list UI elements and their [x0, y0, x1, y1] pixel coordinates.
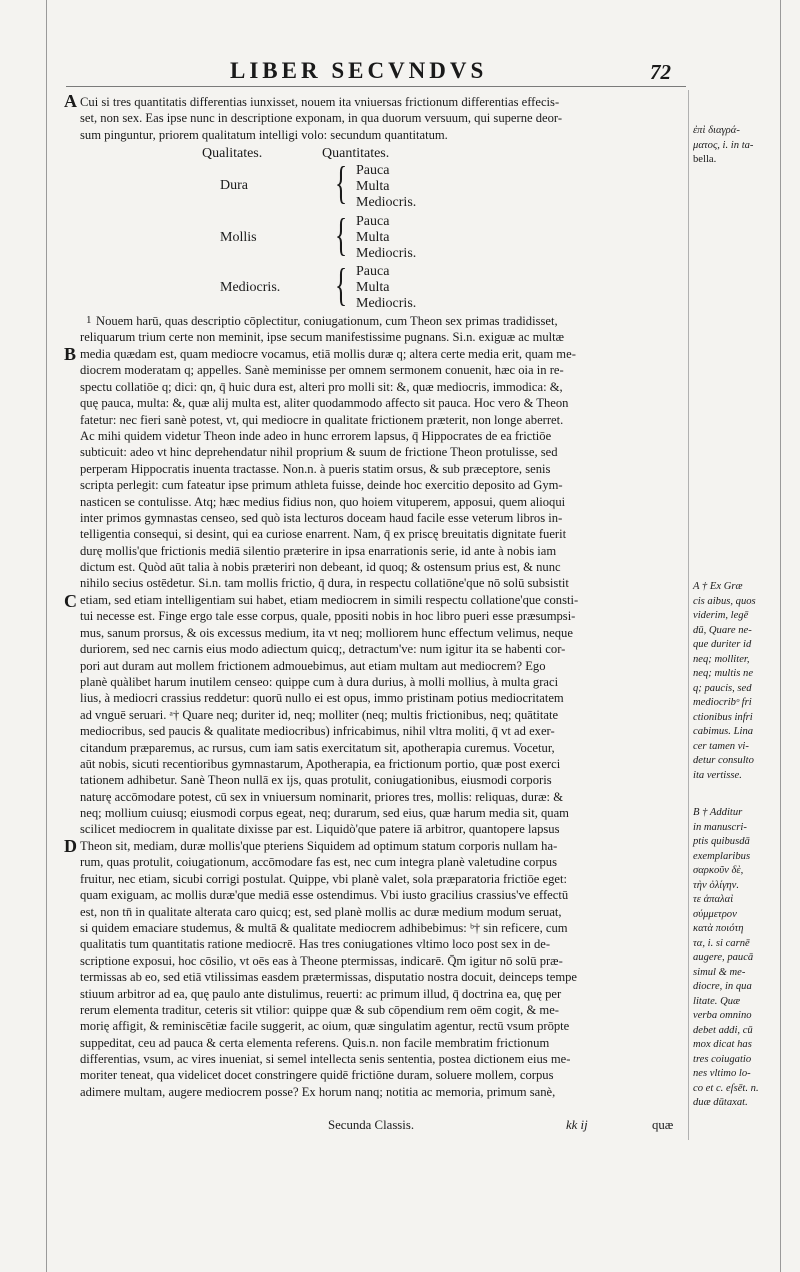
text-line: est, non tn̄ in qualitate alterata caro quicq; est, sed planè mollis ac duræ medium modum seruat, [80, 904, 562, 919]
note-line: detur consulto [693, 755, 754, 766]
quality-label: Mediocris. [220, 280, 281, 295]
note-line: tres coiugatio [693, 1053, 752, 1065]
paragraph-c [80, 592, 684, 838]
text-line: pori aut duram aut mollem frictionem admouebimus, aut etiam multam aut mediocrem? Ego [80, 658, 546, 673]
quantities-header: Quantitates. [322, 146, 390, 161]
note-line: cer tamen vi- [693, 740, 749, 752]
text-line: Theon sit, mediam, duræ mollis'que pteriens Siquidem ad optimum statum corporis nullam ha- [80, 839, 558, 853]
text-line: reliquarum trium certe non meminit, ipse secum manifestissime pugnans. Si.n. exiguæ ac multæ [80, 330, 565, 345]
text-line: rerum elementa traditur, ceteris sit vtilior: quippe quæ & sub cōpendium rem oēm cogit, & me- [80, 1002, 559, 1017]
quantity-label: Multa [356, 179, 390, 194]
signature-line: Secunda Classis. [328, 1118, 415, 1132]
note-line: τε ἁπαλαὶ [693, 894, 734, 905]
note-line: A † Ex Græ [693, 581, 743, 592]
note-line: σύμμετρον [693, 908, 737, 920]
quantity-label: Multa [356, 280, 390, 295]
note-line: dū, Quare ne- [693, 624, 752, 636]
text-line: differentias, vsum, ac vires inueniat, si semel intellecta senis sententia, postea dictionem eius me- [80, 1052, 571, 1067]
text-line: quę pauca, multa: &, quæ alij multa est, aliter quodammodo affecto sit pauca. Hoc vero & Theon [80, 396, 569, 411]
text-line: ad vnguē seruari. ᵃ† Quare neq; duriter id, neq; molliter (neq; multis frictionibus, neq; quātitate [80, 707, 559, 722]
text-line: naturę accōmodare potest, cū sex in vniuersum nominarit, priores tres, mollis: reliquas, duræ: & [80, 789, 563, 804]
text-line: lius, à mediocri crassius reddetur: quorū nullo ei est opus, immo pristinam potius mediocritatem [80, 691, 564, 706]
text-line: telligentia consequi, si desint, qui ea curiose enarrent. Nam, q̄ ex priscę breuitatis dignitate fuerit [80, 527, 567, 542]
text-line: rum, quas protulit, coiugationum, accōmodare fas est, nec cum integra planè valetudine corpus [80, 855, 558, 870]
quantity-label: Mediocris. [356, 296, 417, 311]
note-line: viderim, legē [693, 610, 749, 621]
text-line: durę mollis'que frictionis mediā silentio præterire in ipsa enarrationis serie, id ante à nobis iam [80, 543, 557, 558]
text-line: Nouem harū, quas descriptio cōplectitur, coniugationum, cum Theon sex primas tradidisset, [96, 314, 558, 328]
note-line: exemplaribus [693, 850, 751, 862]
note-line: q; paucis, sed [693, 682, 752, 694]
paragraph-d [80, 838, 684, 1100]
text-line: duriorem, sed nec carnis eius modo adiectum quicq;, detractum've: num igitur ita se habenti cor- [80, 642, 566, 657]
right-rule [780, 0, 781, 1272]
section-marker-d: D [64, 836, 77, 856]
text-line: neq; mollium cuiusq; eiusmodi corpus egeat, neq; durarum, sed eius, quæ harum media sit, quam [80, 806, 569, 821]
text-line: scilicet mediocrem in qualitate dixisse par est. Liquidò'que patere iā arbitror, quantopere lapsus [80, 822, 560, 837]
text-line: scripta perlegit: cum fateatur ipse primum athleta fuisse, deinde hoc exercitio deposito ad Gym- [80, 478, 563, 493]
quantity-label: Mediocris. [356, 195, 417, 210]
note-line: ματος, i. in ta- [693, 139, 754, 151]
left-rule [46, 0, 47, 1272]
quality-label: Mollis [220, 230, 257, 245]
text-line: spectu collatiōe q; dici: qn, q̄ huic dura est, alteri pro molli sit: &, quæ mediocris, immodica: &, [80, 379, 563, 394]
margin-note-a [693, 580, 773, 783]
text-line: Ac mihi quidem videtur Theon inde adeo in hunc errorem lapsus, q̄ Hippocrates de ea frictiōe [80, 428, 552, 443]
qualities-quantities-table [190, 146, 450, 311]
note-line: in manuscri- [693, 821, 747, 833]
text-line: scriptione exposui, hoc cōsilio, vt oēs eas à Theone ptermissas, indicarē. Q̄m igitur nō solū præ- [80, 953, 563, 968]
note-line: κατὰ ποιότη [693, 923, 744, 934]
text-line: quam exiguam, ac mollis duræ'que mediā esse ostendimus. Vbi iusto gracilius crassius've effectū [80, 888, 569, 903]
text-line: etiam, sed etiam intelligentiam sui habet, etiam mediocrem in simili respectu collatione'que consti- [80, 593, 579, 607]
note-line: nes vltimo lo- [693, 1068, 751, 1079]
note-line: ἐπὶ διαγρά- [693, 125, 740, 136]
text-line: tationem adhibetur. Sanè Theon nullā ex ijs, quas protulit, coniugationibus, eiusmodi corporis [80, 773, 552, 788]
text-line: adimere multam, augere mediocrem posse? Ex horum nanq; notitia ac memoria, primum sanè, [80, 1084, 556, 1099]
note-line: ita vertisse. [693, 769, 742, 781]
note-line: diocre, in qua [693, 981, 752, 992]
note-line: augere, paucā [693, 952, 754, 963]
text-line: fruitur, nec etiam, sicubi corrigi postulat. Quippe, vbi planè valet, sola præparatoria frictiōe eget: [80, 871, 567, 886]
quantity-label: Pauca [356, 264, 390, 279]
note-line: mox dicat has [693, 1039, 752, 1050]
note-line: neq; molliter, [693, 653, 750, 665]
note-line: B † Additur [693, 807, 743, 818]
quality-label: Dura [220, 178, 248, 193]
text-line: suppeditat, ceu ad pauca & certa elementa referens. Quis.n. non facile membratim frictionum [80, 1035, 550, 1050]
note-line: neq; multis ne [693, 668, 754, 679]
note-line: σαρκοῦν δὲ, [693, 865, 744, 876]
text-line: qualitatis tum quantitatis ratione mediocrē. Has tres coniugationes vltimo loco post sex in de- [80, 937, 551, 952]
text-line: stiuum arbitror ad ea, quę paulo ante distulimus, reuerti: ac primum illud, q̄ doctrina ea, quę per [80, 986, 562, 1001]
signature-mark: kk ij [566, 1118, 588, 1132]
text-line: aūt nobis, sicuti recentioribus gymnastarum, Apotherapia, ea frictionum portio, quæ post exerci [80, 756, 561, 771]
text-line: media quædam est, quam mediocre vocamus, etiā mollis duræ q; altera certe media erit, quam me- [80, 347, 576, 361]
margin-note-b [693, 806, 773, 1111]
catchword: quæ [652, 1118, 674, 1132]
section-marker-c: C [64, 591, 77, 611]
text-line: tui necesse est. Finge ergo tale esse corpus, quale, ppositi nobis in hoc libro pueri esse præsumpsi- [80, 609, 576, 624]
brace-icon: { [335, 157, 348, 208]
note-line: debet addi, cū [693, 1024, 753, 1036]
text-line: sum pinguntur, priorem qualitatum intelligi volo: secundum quantitatum. [80, 127, 448, 142]
text-line: si quidem emaciare studemus, & multā & qualitate mediocrem adhibebimus: ᵇ† sin reficere, cum [80, 920, 568, 935]
running-head: LIBER SECVNDVS [230, 58, 488, 83]
note-line: simul & me- [693, 966, 746, 978]
paragraph-a [80, 94, 684, 143]
text-line: moriter teneat, qua videlicet docet constringere quidē frictiōne duram, soluere mollem, corpus [80, 1068, 554, 1083]
text-line: dictum est. Quòd aūt talia à nobis præteriri non debeant, id quoq; & ostensum prius est, & nunc [80, 560, 561, 575]
text-line: Cui si tres quantitatis differentias iunxisset, nouem ita vniuersas frictionum differentias effecis- [80, 95, 560, 109]
paragraph-b [80, 346, 684, 592]
brace-icon: { [335, 209, 348, 260]
note-line: litate. Quæ [693, 995, 741, 1007]
brace-icon: { [335, 259, 348, 310]
text-line: nihilo secius ostēdetur. Si.n. tam mollis frictio, q̄ dura, in respectu collatiōne'que nō solū subsistit [80, 576, 569, 591]
note-line: mediocribᵒ fri [693, 697, 752, 708]
note-line: bella. [693, 154, 717, 165]
section-marker-b: B [64, 344, 77, 364]
quantity-label: Mediocris. [356, 246, 417, 261]
note-line: duæ dūtaxat. [693, 1097, 748, 1108]
text-line: nasticen se contulisse. Atq; hæc medius fidius non, quo hoiem vituperem, apposui, quem alioqui [80, 494, 566, 509]
note-line: co et c. eſsēt. n. [693, 1082, 759, 1094]
text-line: mediocribus, sed paucis & qualitate mediocribus) infricabimus, nihil vltra moliti, q̄ vt ad exer- [80, 724, 555, 739]
quantity-label: Pauca [356, 163, 390, 178]
qualities-header: Qualitates. [202, 146, 263, 161]
text-line: fatetur: nec fieri sanè potest, vt, qui mediocre in qualitate frictionem præterit, non longe aberret. [80, 412, 564, 427]
text-line: termissas ab eo, sed etiā vtilissimas easdem prætermissas, disputatio nostra docuit, deinceps tempe [80, 970, 577, 985]
note-line: τὴν ὀλίγην. [693, 879, 740, 891]
text-line: mus, sanum prorsus, & ois excessus medium, ita vt neq; molliorem hunc effectum velimus, neque [80, 625, 573, 640]
text-line: planè quàlibet harum inutilem censeo: quippe cum à dura durius, à molli mollius, à multa graci [80, 674, 559, 689]
section-marker-a: A [64, 91, 77, 111]
note-line: ctionibus infri [693, 711, 753, 723]
note-line: τα, i. si carnē [693, 937, 750, 949]
quantity-label: Pauca [356, 214, 390, 229]
text-line: subticuit: adeo vt hinc deprehendatur nihil proprium & suum de frictione Theon protulisse, sed [80, 445, 558, 460]
paragraph-nouem [80, 313, 684, 346]
text-line: diocrem moderatam q; appelles. Sanè meminisse per omnem sermonem conuenit, hæc oia in re- [80, 363, 564, 378]
note-line: cis aibus, quos [693, 595, 756, 607]
margin-note-top [693, 124, 773, 168]
quantity-label: Multa [356, 230, 390, 245]
note-line: que duriter id [693, 639, 752, 650]
note-marker-1: 1 [86, 314, 92, 326]
note-line: cabimus. Lina [693, 726, 754, 737]
text-line: inter primos gymnastas censeo, sed quò ista lecturos doceam haud facile esse veterum libros in- [80, 510, 563, 525]
folio-number: 72 [650, 60, 671, 84]
margin-column-rule [688, 90, 689, 1140]
text-line: citandum præparemus, ac rursus, cum iam satis exercitatum sit, apotherapia curemus. Vocetur, [80, 740, 555, 755]
text-line: morię affigit, & reminiscētiæ facile suggerit, ac oium, quæ singulatim agentur, rectū vsum prōpte [80, 1019, 570, 1034]
text-line: set, non sex. Eas ipse nunc in descriptione exponam, in qua duorum versuum, qui superne deor- [80, 111, 563, 126]
note-line: ptis quibusdā [693, 836, 750, 847]
head-rule [66, 86, 686, 87]
text-line: perperam Hippocratis inuenta tractasse. Non.n. à pueris statim orsus, & sub præceptore, senis [80, 461, 551, 476]
note-line: verba omnino [693, 1010, 752, 1021]
